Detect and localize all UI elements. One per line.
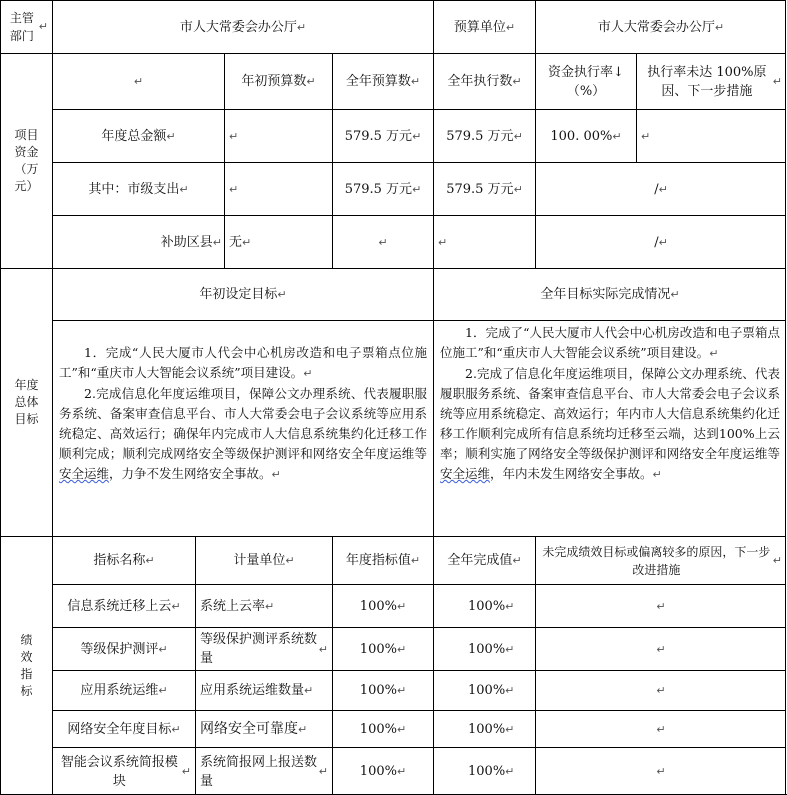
ind-row-3-unit: 网络安全可靠度 ↵: [195, 710, 332, 747]
ind-row-unit: 等级保护测评系统数量: [200, 632, 318, 666]
ind-header-name: 指标名称 ↵: [52, 536, 195, 584]
funds-col-header-reason: 执行率未达 100%原因、下一步措施 ↵: [636, 53, 786, 109]
funds-row-county-initial: 无 ↵: [224, 215, 332, 268]
funds-row-total-initial: ↵: [224, 109, 332, 162]
ind-header-unit-text: 计量单位: [233, 553, 286, 568]
ind-row-unit: 系统简报网上报送数量: [200, 754, 318, 789]
ind-row-4-unit: 系统简报网上报送数量 ↵: [195, 747, 332, 795]
funds-row-total-annual: 579.5 万元 ↵: [332, 109, 433, 162]
goals-section-label: 年度总体目标: [14, 378, 39, 426]
funds-header-initial-text: 年初预算数: [241, 74, 307, 89]
goals-set-text: [52, 320, 433, 536]
ind-row-0-unit: 系统上云率 ↵: [195, 584, 332, 627]
funds-city-merged-text: /: [654, 181, 659, 197]
ind-row-3-actual: 100% ↵: [433, 710, 535, 747]
funds-row-total-rate: 100. 00% ↵: [535, 109, 636, 162]
goals-act-p1-text: 1．完成了“人民大厦市人代会中心机房改造和电子票箱点位施工”和“重庆市人大智能会议系统”项目建设。: [440, 325, 780, 360]
goals-section-label-cell: [0, 268, 52, 536]
funds-col-header-0: ↵: [52, 53, 224, 109]
ind-row-unit: 网络安全可靠度: [200, 720, 298, 737]
ind-row-target: 100%: [359, 764, 397, 779]
ind-row-3-reason: ↵: [535, 710, 786, 747]
table-row: 信息系统迁移上云 ↵: [52, 584, 195, 627]
funds-row-city-merged: / ↵: [535, 162, 786, 215]
ind-header-actual: 全年完成值 ↵: [433, 536, 535, 584]
ind-row-unit: 系统上云率: [200, 598, 266, 614]
goals-set-header: 年初设定目标 ↵: [52, 268, 433, 320]
ind-row-target: 100%: [359, 641, 397, 657]
funds-row-county-merged: / ↵: [535, 215, 786, 268]
table-row: 应用系统运维 ↵: [52, 670, 195, 710]
ind-row-actual: 100%: [468, 683, 506, 698]
table-row: 等级保护测评 ↵: [52, 627, 195, 670]
funds-section-label: 项目资金（万元）: [14, 128, 39, 193]
ind-row-0-actual: 100% ↵: [433, 584, 535, 627]
funds-county-label-text: 补助区县: [160, 234, 213, 250]
funds-row-city-annual: 579.5 万元 ↵: [332, 162, 433, 215]
funds-row-total-label: 年度总金额 ↵: [52, 109, 224, 162]
funds-row-county-annual: ↵: [332, 215, 433, 268]
funds-row-total-reason: ↵: [636, 109, 786, 162]
funds-row-county-label: 补助区县 ↵: [52, 215, 224, 268]
funds-row-total-executed: 579.5 万元 ↵: [433, 109, 535, 162]
goals-act-p2a-text: 2.完成了信息化年度运维项目，保障公文办理系统、代表履职服务系统、备案审查信息平台、市人大常委会电子会议系统等应用系统稳定、高效运行；年内市人大信息系统集约化迁移工作顺利完成所有信息系统均迁移至云端，达到100%上云率；顺利实施了网络安全等级保护测评和网络安全年度运维等: [440, 366, 780, 461]
ind-header-reason-text: 未完成绩效目标或偏离较多的原因，下一步改进措施: [542, 544, 771, 577]
funds-col-header-annual: 全年预算数 ↵: [332, 53, 433, 109]
goals-act-p2-marked-text: 安全运维: [440, 466, 491, 481]
funds-col-header-initial: 年初预算数 ↵: [224, 53, 332, 109]
ind-row-actual: 100%: [468, 598, 506, 614]
ind-row-2-unit: 应用系统运维数量 ↵: [195, 670, 332, 710]
funds-city-executed-text: 579.5 万元: [446, 181, 514, 197]
ind-row-4-actual: 100% ↵: [433, 747, 535, 795]
goals-act-p2b-text: ，年内未发生网络安全事故。: [490, 466, 653, 481]
ind-header-target: 年度指标值 ↵: [332, 536, 433, 584]
goals-actual-header-text: 全年目标实际完成情况: [540, 287, 671, 302]
ind-row-name: 信息系统迁移上云: [67, 598, 172, 614]
goals-set-p2-marked-text: 安全运维: [59, 466, 110, 481]
ind-row-0-reason: ↵: [535, 584, 786, 627]
funds-header-reason-text: 执行率未达 100%原因、下一步措施: [647, 64, 767, 99]
ind-row-2-actual: 100% ↵: [433, 670, 535, 710]
ind-row-1-actual: 100% ↵: [433, 627, 535, 670]
table-right-border: [785, 0, 786, 795]
funds-header-annual-text: 全年预算数: [345, 74, 411, 89]
ind-row-unit: 应用系统运维数量: [200, 683, 305, 698]
funds-total-executed-text: 579.5 万元: [446, 128, 514, 144]
ind-row-4-target: 100% ↵: [332, 747, 433, 795]
indicators-section-label-cell: [0, 536, 52, 795]
ind-row-actual: 100%: [468, 764, 506, 779]
funds-row-city-executed: 579.5 万元 ↵: [433, 162, 535, 215]
goals-set-paragraph-1: 1．完成“人民大厦市人代会中心机房改造和电子票箱点位施工”和“重庆市人大智能会议系统”项目建设。↵: [59, 345, 427, 380]
ind-row-target: 100%: [359, 721, 397, 737]
funds-total-annual-text: 579.5 万元: [344, 128, 413, 144]
funds-total-label-text: 年度总金额: [101, 128, 167, 144]
goals-actual-text: [433, 320, 786, 536]
ind-header-reason: 未完成绩效目标或偏离较多的原因，下一步改进措施 ↵: [535, 536, 786, 584]
goals-actual-paragraph-1: 1．完成了“人民大厦市人代会中心机房改造和电子票箱点位施工”和“重庆市人大智能会议系统”项目建设。↵: [440, 325, 780, 360]
funds-header-executed-text: 全年执行数: [447, 74, 513, 89]
goals-set-header-text: 年初设定目标: [199, 287, 278, 302]
funds-row-city-label: 其中：市级支出 ↵: [52, 162, 224, 215]
funds-col-header-rate: [535, 53, 636, 109]
goals-actual-paragraph-2: 2.完成了信息化年度运维项目，保障公文办理系统、代表履职服务系统、备案审查信息平台、市人大常委会电子会议系统等应用系统稳定、高效运行；年内市人大信息系统集约化迁移工作顺利完成所有信息系统均迁移至云端，达到100%上云率；顺利实施了网络安全等级保护测评和网络安全年度运维等安全运维，年内未发生网络安全事故。↵: [440, 366, 780, 481]
ind-row-name: 智能会议系统简报模块: [60, 754, 178, 789]
ind-header-unit: 计量单位 ↵: [195, 536, 332, 584]
funds-total-rate-text: 100. 00%: [550, 128, 613, 144]
ind-row-name: 网络安全年度目标: [67, 721, 172, 737]
funds-county-merged-text: /: [654, 234, 659, 250]
unit-value: 市人大常委会办公厅: [597, 19, 715, 35]
goals-set-p2a-text: 2.完成信息化年度运维项目，保障公文办理系统、代表履职服务系统、备案审查信息平台、市人大常委会电子会议系统等应用系统稳定、高效运行；确保年内完成市人大信息系统集约化迁移工作顺利完成；顺利完成网络安全等级保护测评和网络安全年度运维等: [59, 386, 427, 461]
ind-row-target: 100%: [359, 683, 397, 698]
funds-header-rate-text: 资金执行率↓（%）: [548, 64, 624, 99]
goals-set-p2b-text: ，力争不发生网络安全事故。: [109, 466, 272, 481]
dept-label: 主管部门: [9, 11, 34, 43]
goals-set-p1-text: 1．完成“人民大厦市人代会中心机房改造和电子票箱点位施工”和“重庆市人大智能会议系统”项目建设。: [59, 345, 427, 380]
funds-row-city-initial: ↵: [224, 162, 332, 215]
funds-city-annual-text: 579.5 万元: [344, 181, 413, 197]
ind-row-0-target: 100% ↵: [332, 584, 433, 627]
ind-row-3-target: 100% ↵: [332, 710, 433, 747]
unit-label: 预算单位: [453, 19, 506, 35]
unit-value-cell: 市人大常委会办公厅 ↵: [535, 0, 786, 53]
table-row: 智能会议系统简报模块 ↵: [52, 747, 195, 795]
ind-header-target-text: 年度指标值: [345, 553, 411, 568]
table-row: 网络安全年度目标 ↵: [52, 710, 195, 747]
ind-header-actual-text: 全年完成值: [447, 553, 513, 568]
funds-section-label-cell: [0, 53, 52, 268]
ind-row-actual: 100%: [468, 721, 506, 737]
dept-value-cell: 市人大常委会办公厅 ↵: [52, 0, 433, 53]
funds-city-label-text: 其中：市级支出: [88, 181, 180, 197]
dept-value: 市人大常委会办公厅: [179, 19, 297, 35]
ind-row-1-target: 100% ↵: [332, 627, 433, 670]
ind-row-name: 等级保护测评: [80, 641, 159, 657]
ind-row-1-unit: 等级保护测评系统数量 ↵: [195, 627, 332, 670]
funds-row-county-executed: ↵: [433, 215, 535, 268]
ind-row-2-target: 100% ↵: [332, 670, 433, 710]
ind-row-name: 应用系统运维: [80, 683, 159, 698]
ind-row-1-reason: ↵: [535, 627, 786, 670]
unit-label-cell: 预算单位 ↵: [433, 0, 535, 53]
ind-row-2-reason: ↵: [535, 670, 786, 710]
ind-row-4-reason: ↵: [535, 747, 786, 795]
funds-county-initial-text: 无: [229, 234, 243, 250]
indicators-section-label: 绩效指标: [20, 633, 33, 698]
goals-actual-header: 全年目标实际完成情况 ↵: [433, 268, 786, 320]
ind-row-target: 100%: [359, 598, 397, 614]
goals-set-paragraph-2: 2.完成信息化年度运维项目，保障公文办理系统、代表履职服务系统、备案审查信息平台、市人大常委会电子会议系统等应用系统稳定、高效运行；确保年内完成市人大信息系统集约化迁移工作顺利完成；顺利完成网络安全等级保护测评和网络安全年度运维等安全运维，力争不发生网络安全事故。↵: [59, 386, 427, 481]
dept-label-cell: 主管部门 ↵: [0, 0, 52, 53]
funds-col-header-executed: 全年执行数 ↵: [433, 53, 535, 109]
ind-header-name-text: 指标名称: [93, 553, 146, 568]
ind-row-actual: 100%: [468, 641, 506, 657]
